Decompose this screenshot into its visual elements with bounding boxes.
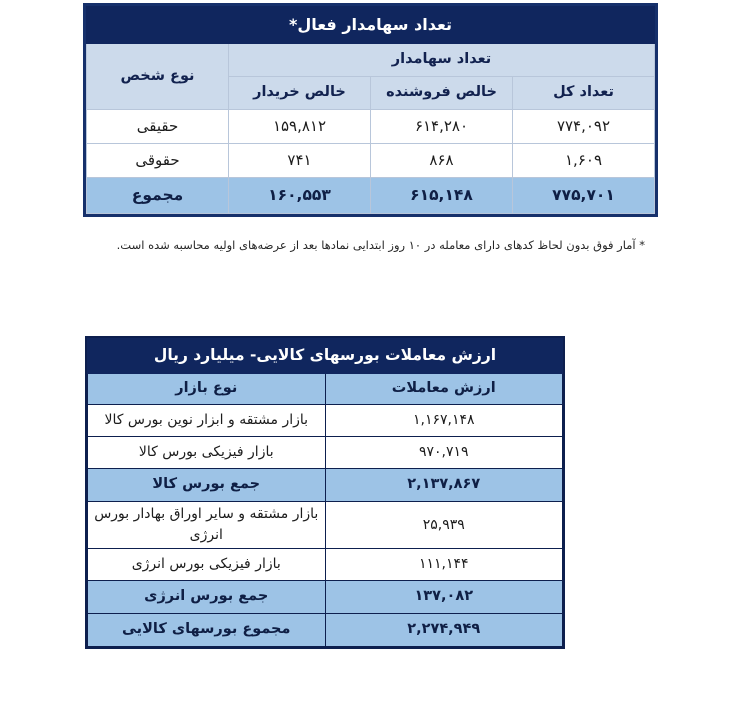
commodity-sum-row (88, 581, 563, 614)
column-header-person-type: نوع شخص (87, 44, 229, 110)
cell-net-seller-legal: ۸۶۸ (371, 144, 513, 178)
table-row (88, 437, 563, 469)
cell-market-type: مجموع بورسهای کالایی (88, 614, 326, 647)
table-total-row (87, 178, 655, 214)
cell-trade-value: ۱,۱۶۷,۱۴۸ (325, 405, 563, 437)
cell-trade-value: ۹۷۰,۷۱۹ (325, 437, 563, 469)
cell-market-type: بازار مشتقه و ابزار نوین بورس کالا (88, 405, 326, 437)
table-title-row (87, 7, 655, 44)
cell-trade-value: ۲,۱۳۷,۸۶۷ (325, 469, 563, 502)
cell-total-label: مجموع (87, 178, 229, 214)
commodity-sum-row (88, 614, 563, 647)
column-header-trade-value: ارزش معاملات (325, 374, 563, 405)
table-row (87, 144, 655, 178)
shareholders-table-container (83, 3, 658, 217)
group-header-row (87, 44, 655, 77)
shareholders-table-footnote: * آمار فوق بدون لحاظ کدهای دارای معامله در ۱۰ روز ابتدایی نمادها بعد از عرضه‌های اولیه محاسبه شده است. (116, 238, 645, 252)
shareholders-table-title: تعداد سهامدار فعال* (87, 7, 655, 44)
cell-net-seller-real: ۶۱۴,۲۸۰ (371, 110, 513, 144)
shareholders-table (86, 6, 655, 214)
cell-trade-value: ۱۱۱,۱۴۴ (325, 549, 563, 581)
cell-net-buyer-sum: ۱۶۰,۵۵۳ (229, 178, 371, 214)
cell-person-type-real: حقیقی (87, 110, 229, 144)
cell-market-type: بازار مشتقه و سایر اوراق بهادار بورس انرژی (88, 502, 326, 549)
column-header-total-count: تعداد کل (513, 77, 655, 110)
cell-net-buyer-real: ۱۵۹,۸۱۲ (229, 110, 371, 144)
column-header-net-seller: خالص فروشنده (371, 77, 513, 110)
commodity-title-row (88, 339, 563, 374)
column-header-market-type: نوع بازار (88, 374, 326, 405)
table-row (88, 549, 563, 581)
cell-total-count-real: ۷۷۴,۰۹۲ (513, 110, 655, 144)
cell-person-type-legal: حقوقی (87, 144, 229, 178)
cell-market-type: جمع بورس کالا (88, 469, 326, 502)
commodity-table-title: ارزش معاملات بورسهای کالایی- میلیارد ریال (88, 339, 563, 374)
table-row (88, 405, 563, 437)
cell-trade-value: ۲,۲۷۴,۹۴۹ (325, 614, 563, 647)
cell-trade-value: ۲۵,۹۳۹ (325, 502, 563, 549)
column-header-net-buyer: خالص خریدار (229, 77, 371, 110)
commodity-table-container (85, 336, 565, 649)
cell-market-type: جمع بورس انرژی (88, 581, 326, 614)
commodity-exchange-table (87, 338, 563, 647)
cell-total-count-legal: ۱,۶۰۹ (513, 144, 655, 178)
cell-total-count-sum: ۷۷۵,۷۰۱ (513, 178, 655, 214)
cell-trade-value: ۱۳۷,۰۸۲ (325, 581, 563, 614)
cell-net-buyer-legal: ۷۴۱ (229, 144, 371, 178)
table-row (87, 110, 655, 144)
table-row (88, 502, 563, 549)
cell-net-seller-sum: ۶۱۵,۱۴۸ (371, 178, 513, 214)
cell-market-type: بازار فیزیکی بورس انرژی (88, 549, 326, 581)
commodity-sum-row (88, 469, 563, 502)
commodity-column-header-row (88, 374, 563, 405)
group-header-shareholder-count: تعداد سهامدار (229, 44, 655, 77)
cell-market-type: بازار فیزیکی بورس کالا (88, 437, 326, 469)
